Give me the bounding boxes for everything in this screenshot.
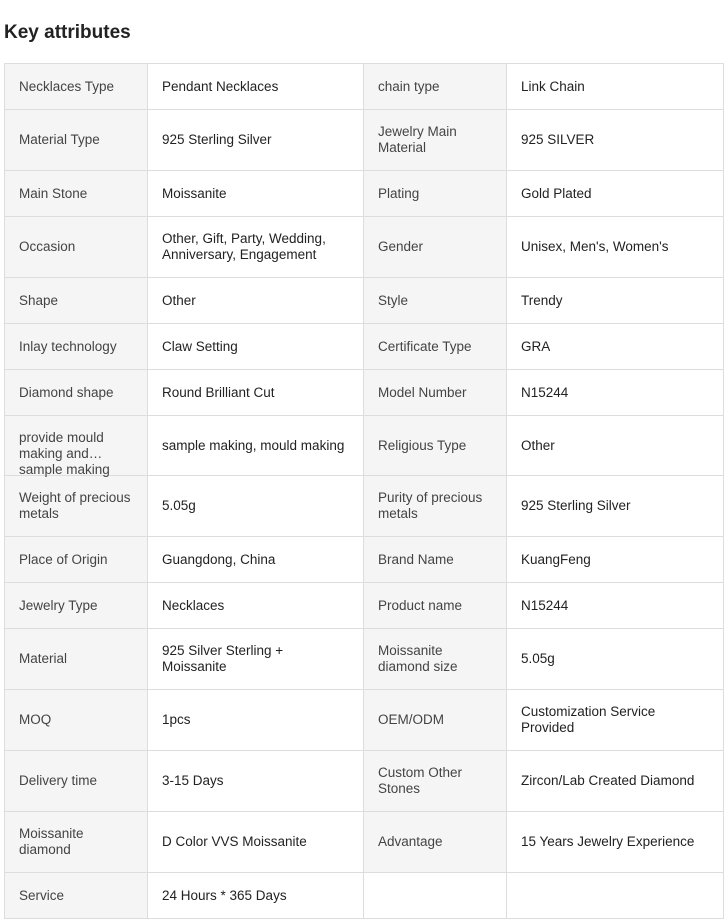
attribute-label: Religious Type xyxy=(364,416,507,476)
attribute-value: Necklaces xyxy=(148,583,364,629)
table-row xyxy=(5,629,724,690)
attribute-label-text: provide mould making and sample making xyxy=(19,429,110,477)
attribute-label: Service xyxy=(5,873,148,919)
attribute-value: Link Chain xyxy=(507,64,724,110)
attribute-value: 925 Silver Sterling + Moissanite xyxy=(148,629,364,690)
attribute-value: GRA xyxy=(507,324,724,370)
attribute-value: Gold Plated xyxy=(507,171,724,217)
attribute-value: KuangFeng xyxy=(507,537,724,583)
attribute-value: 15 Years Jewelry Experience xyxy=(507,812,724,873)
attribute-value: Guangdong, China xyxy=(148,537,364,583)
empty-cell xyxy=(364,873,507,919)
attribute-label: Purity of precious metals xyxy=(364,476,507,537)
attribute-label: MOQ xyxy=(5,690,148,751)
table-row xyxy=(5,583,724,629)
attribute-label: Plating xyxy=(364,171,507,217)
table-row xyxy=(5,812,724,873)
attribute-label: Style xyxy=(364,278,507,324)
attribute-value: 925 SILVER xyxy=(507,110,724,171)
table-row xyxy=(5,751,724,812)
attribute-label: Moissanite diamond size xyxy=(364,629,507,690)
table-row xyxy=(5,537,724,583)
table-row xyxy=(5,110,724,171)
attribute-label: OEM/ODM xyxy=(364,690,507,751)
attribute-value: sample making, mould making xyxy=(148,416,364,476)
attribute-value: Customization Service Provided xyxy=(507,690,724,751)
attribute-value: Pendant Necklaces xyxy=(148,64,364,110)
attribute-label: Jewelry Main Material xyxy=(364,110,507,171)
table-row xyxy=(5,873,724,919)
attribute-value: 5.05g xyxy=(148,476,364,537)
attribute-label: Inlay technology xyxy=(5,324,148,370)
attribute-value: 24 Hours * 365 Days xyxy=(148,873,364,919)
attribute-value: Other xyxy=(507,416,724,476)
attributes-table xyxy=(4,63,724,919)
attribute-label: Jewelry Type xyxy=(5,583,148,629)
attribute-label: Custom Other Stones xyxy=(364,751,507,812)
attribute-label: Diamond shape xyxy=(5,370,148,416)
attribute-value: Other xyxy=(148,278,364,324)
attribute-label: Weight of precious metals xyxy=(5,476,148,537)
attribute-label: Material xyxy=(5,629,148,690)
attribute-value: Claw Setting xyxy=(148,324,364,370)
attribute-label: Brand Name xyxy=(364,537,507,583)
attribute-label: Occasion xyxy=(5,217,148,278)
attribute-value: Zircon/Lab Created Diamond xyxy=(507,751,724,812)
attribute-value: 925 Sterling Silver xyxy=(507,476,724,537)
attribute-label: Model Number xyxy=(364,370,507,416)
attribute-label: Place of Origin xyxy=(5,537,148,583)
table-row xyxy=(5,278,724,324)
attribute-value: 1pcs xyxy=(148,690,364,751)
table-row xyxy=(5,370,724,416)
attribute-value: N15244 xyxy=(507,583,724,629)
attribute-value: 5.05g xyxy=(507,629,724,690)
table-row xyxy=(5,324,724,370)
table-row xyxy=(5,217,724,278)
table-row xyxy=(5,171,724,217)
table-row xyxy=(5,690,724,751)
attribute-label: Moissanite diamond xyxy=(5,812,148,873)
attribute-value: 925 Sterling Silver xyxy=(148,110,364,171)
attribute-value: Round Brilliant Cut xyxy=(148,370,364,416)
attribute-label: Advantage xyxy=(364,812,507,873)
table-row xyxy=(5,64,724,110)
attribute-value: Unisex, Men's, Women's xyxy=(507,217,724,278)
attribute-value: Trendy xyxy=(507,278,724,324)
attribute-label xyxy=(5,416,148,476)
attribute-label: Shape xyxy=(5,278,148,324)
attribute-label: Material Type xyxy=(5,110,148,171)
attribute-value: N15244 xyxy=(507,370,724,416)
attribute-label: Product name xyxy=(364,583,507,629)
table-row xyxy=(5,476,724,537)
attribute-label: Certificate Type xyxy=(364,324,507,370)
table-row xyxy=(5,416,724,476)
empty-cell xyxy=(507,873,724,919)
attribute-value: 3-15 Days xyxy=(148,751,364,812)
attribute-value: Moissanite xyxy=(148,171,364,217)
attribute-value: D Color VVS Moissanite xyxy=(148,812,364,873)
section-title: Key attributes xyxy=(4,22,131,43)
attribute-value: Other, Gift, Party, Wedding, Anniversary, Engagement xyxy=(148,217,364,278)
attribute-label: Delivery time xyxy=(5,751,148,812)
attribute-label: Gender xyxy=(364,217,507,278)
attribute-label: Necklaces Type xyxy=(5,64,148,110)
attribute-label: chain type xyxy=(364,64,507,110)
attribute-label: Main Stone xyxy=(5,171,148,217)
